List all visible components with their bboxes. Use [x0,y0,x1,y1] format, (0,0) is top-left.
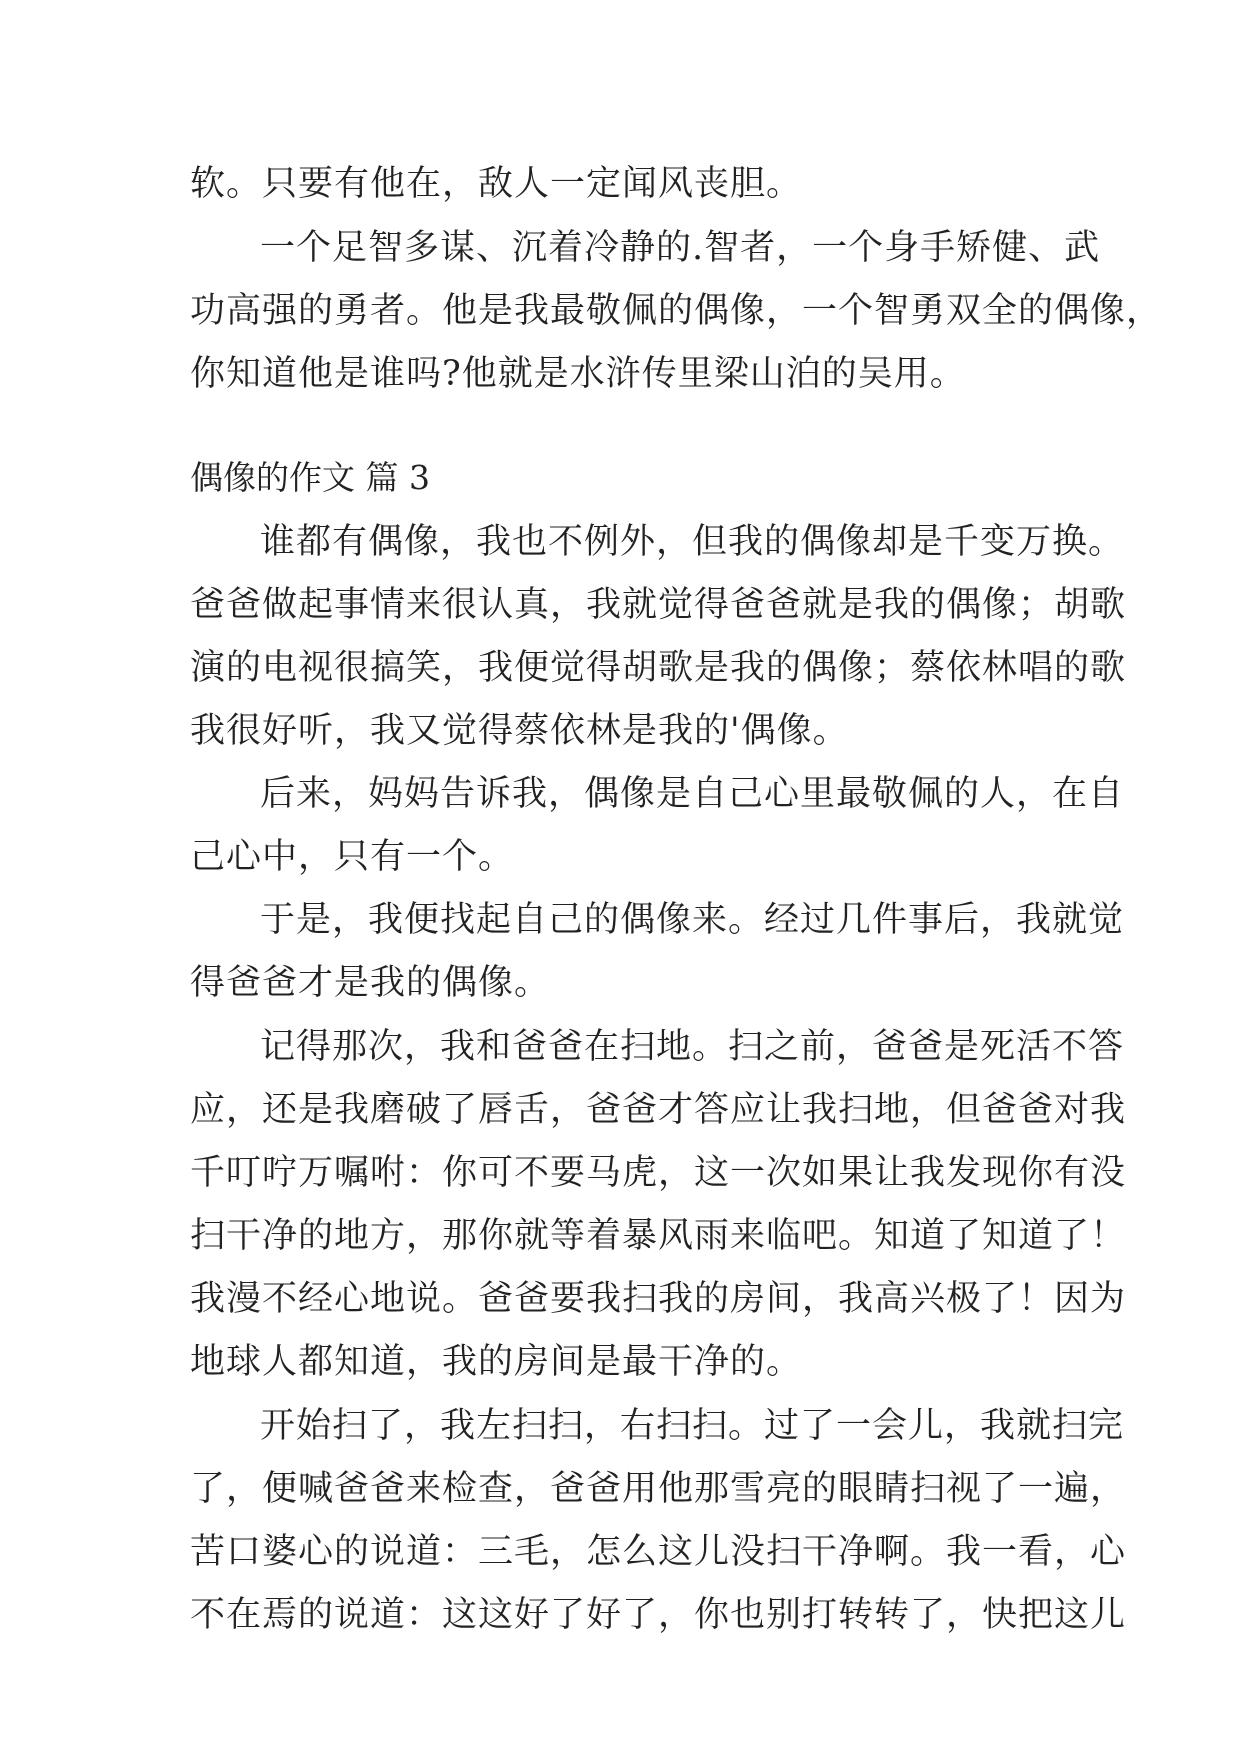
text-line: 得爸爸才是我的偶像。 [190,963,551,1003]
text-line: 软。只要有他在，敌人一定闻风丧胆。 [190,164,803,204]
text-line: 功高强的勇者。他是我最敬佩的偶像，一个智勇双全的偶像， [190,291,1163,331]
text-line: 你知道他是谁吗?他就是水浒传里梁山泊的吴用。 [190,354,966,394]
paragraph-start-line: 谁都有偶像，我也不例外，但我的偶像却是千变万换。 [260,522,1125,562]
text-line: 爸爸做起事情来很认真，我就觉得爸爸就是我的偶像；胡歌 [190,585,1127,625]
text-line: 扫干净的地方，那你就等着暴风雨来临吧。知道了知道了！ [190,1216,1127,1256]
text-line: 不在焉的说道：这这好了好了，你也别打转转了，快把这儿 [190,1595,1127,1635]
text-line: 己心中，只有一个。 [190,837,515,877]
paragraph-start-line: 一个足智多谋、沉着冷静的.智者，一个身手矫健、武 [260,228,1101,268]
text-line: 应，还是我磨破了唇舌，爸爸才答应让我扫地，但爸爸对我 [190,1090,1127,1130]
text-line: 地球人都知道，我的房间是最干净的。 [190,1342,803,1382]
paragraph-start-line: 于是，我便找起自己的偶像来。经过几件事后，我就觉 [260,900,1125,940]
text-line: 我漫不经心地说。爸爸要我扫我的房间，我高兴极了！因为 [190,1279,1127,1319]
text-line: 千叮咛万嘱咐：你可不要马虎，这一次如果让我发现你有没 [190,1153,1127,1193]
paragraph-start-line: 记得那次，我和爸爸在扫地。扫之前，爸爸是死活不答 [260,1027,1125,1067]
section-title: 偶像的作文 篇 3 [190,458,430,497]
text-line: 我很好听，我又觉得蔡依林是我的'偶像。 [190,711,849,751]
text-line: 演的电视很搞笑，我便觉得胡歌是我的偶像；蔡依林唱的歌 [190,648,1127,688]
paragraph-start-line: 开始扫了，我左扫扫，右扫扫。过了一会儿，我就扫完 [260,1406,1125,1446]
paragraph-start-line: 后来，妈妈告诉我，偶像是自己心里最敬佩的人，在自 [260,774,1125,814]
text-line: 苦口婆心的说道：三毛，怎么这儿没扫干净啊。我一看，心 [190,1532,1127,1572]
text-line: 了，便喊爸爸来检查，爸爸用他那雪亮的眼睛扫视了一遍， [190,1469,1127,1509]
